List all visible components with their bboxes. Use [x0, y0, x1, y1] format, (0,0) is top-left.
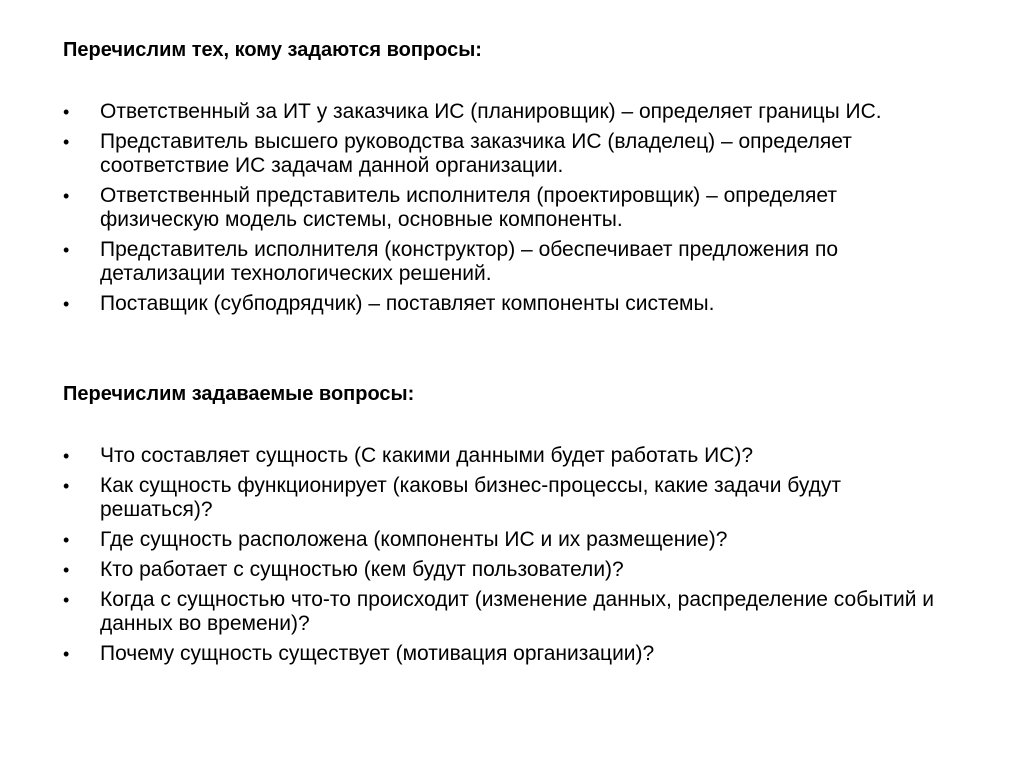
list-item-text: Ответственный представитель исполнителя (проектировщик) – определяет физическую модель системы, основные компоненты. [100, 184, 838, 231]
list-item [63, 528, 943, 552]
list-item [63, 238, 943, 286]
list-item [63, 444, 943, 468]
list-item-text: Когда с сущностью что-то происходит (изменение данных, распределение событий и данных во времени)? [100, 588, 934, 635]
bullet-icon: • [63, 240, 70, 260]
participants-list [63, 100, 943, 322]
list-item-text: Представитель исполнителя (конструктор) – обеспечивает предложения по детализации технологических решений. [100, 238, 839, 285]
bullet-icon: • [63, 446, 70, 466]
list-item-text: Где сущность расположена (компоненты ИС и их размещение)? [100, 528, 728, 551]
list-item-text: Представитель высшего руководства заказчика ИС (владелец) – определяет соответствие ИС задачам данной организации. [100, 130, 852, 177]
bullet-icon: • [63, 590, 70, 610]
bullet-icon: • [63, 294, 70, 314]
bullet-icon: • [63, 644, 70, 664]
list-item [63, 184, 943, 232]
list-item-text: Кто работает с сущностью (кем будут пользователи)? [100, 558, 624, 581]
list-item-text: Как сущность функционирует (каковы бизнес-процессы, какие задачи будут решаться)? [100, 474, 842, 521]
list-item-text: Что составляет сущность (С какими данными будет работать ИС)? [100, 444, 754, 467]
bullet-icon: • [63, 530, 70, 550]
list-item-text: Поставщик (субподрядчик) – поставляет компоненты системы. [100, 292, 715, 315]
bullet-icon: • [63, 132, 70, 152]
list-item [63, 292, 943, 316]
section-heading-questions: Перечислим задаваемые вопросы: [63, 383, 415, 405]
list-item [63, 558, 943, 582]
bullet-icon: • [63, 186, 70, 206]
list-item [63, 642, 943, 666]
questions-list [63, 444, 943, 672]
list-item [63, 588, 943, 636]
list-item [63, 130, 943, 178]
list-item [63, 100, 943, 124]
bullet-icon: • [63, 102, 70, 122]
bullet-icon: • [63, 560, 70, 580]
bullet-icon: • [63, 476, 70, 496]
list-item-text: Почему сущность существует (мотивация организации)? [100, 642, 655, 665]
list-item [63, 474, 943, 522]
section-heading-participants: Перечислим тех, кому задаются вопросы: [63, 39, 482, 61]
list-item-text: Ответственный за ИТ у заказчика ИС (планировщик) – определяет границы ИС. [100, 100, 882, 123]
